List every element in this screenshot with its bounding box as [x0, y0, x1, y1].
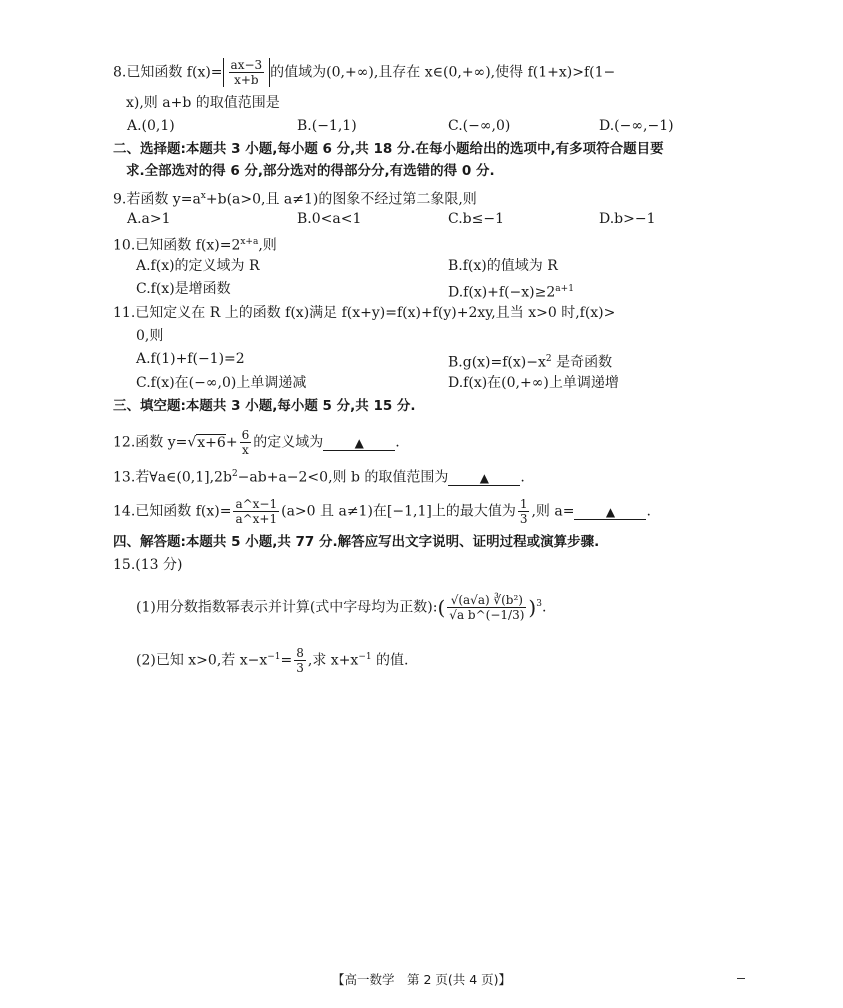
q10-option-c: C.f(x)是增函数 — [136, 281, 231, 297]
abs-expression — [223, 58, 271, 87]
q10-option-a: A.f(x)的定义域为 R — [136, 258, 260, 274]
q13-line: 13.若$\forall a\in(0,1],2b^2-ab+a-2<0$,则 b 的取值范围为 ▲ . — [113, 469, 525, 486]
q11-line2: 0,则 — [136, 328, 164, 344]
q11-line1: 11.已知定义在 R 上的函数 f(x)满足 f(x+y)=f(x)+f(y)+2xy,且当 x>0 时,f(x)> — [113, 305, 616, 321]
q9-option-a: A.a>1 — [127, 211, 171, 227]
q10-option-b: B.f(x)的值域为 R — [448, 258, 558, 274]
q15-head: 15.(13 分) — [113, 557, 183, 573]
q9-stem: 9.若函数 $y=a^x+b(a>0$,且 a≠1)的图象不经过第二象限,则 — [113, 191, 477, 208]
section-2-line2: 求.全部选对的得 6 分,部分选对的得部分分,有选错的得 0 分. — [126, 163, 495, 179]
page-footer: 【高一数学 第 2 页(共 4 页)】 — [331, 972, 512, 987]
q9-option-c: C.b≤−1 — [448, 211, 504, 227]
corner-mark — [737, 978, 745, 979]
q14-line: 14.已知函数 f(x)= $\frac{a\^{}x-1}{a\^{}x+1}$ (a>0 且 a≠1)在[−1,1]上的最大值为 $\frac{1}{3}$ ,则 a= ▲ . — [113, 497, 651, 526]
q12-line: 12.函数 y=√x+6+ $\frac{6}{x}$ 的定义域为 ▲ . — [113, 428, 400, 457]
q10-option-d: $D.f(x)+f(-x)\ge 2^{a+1}$ — [448, 284, 574, 301]
q10-stem: 10.已知函数 $f(x)=2^{x+a}$,则 — [113, 237, 277, 254]
section-3-heading: 三、填空题:本题共 3 小题,每小题 5 分,共 15 分. — [113, 398, 416, 414]
q8-fraction: $\frac{ax-3}{x+b}$ — [230, 58, 263, 87]
q15-radical-fraction: $\frac{\text{√(a√a) ∛(b²)}}{\text{√a b\textasciicircum{}(−1/3)}}$ — [449, 593, 525, 622]
q15-part1: (1)用分数指数幂表示并计算(式中字母均为正数):( $\frac{\text{√(a√a) ∛(b²)}}{\text{√a b\textasciicircum{}(−1/3)}}$ )$^3$. — [136, 593, 547, 622]
q11-option-a: A.f(1)+f(−1)=2 — [136, 351, 245, 367]
q9-option-d: D.b>−1 — [599, 211, 656, 227]
q8-line2: x),则 a+b 的取值范围是 — [126, 95, 280, 111]
section-4-heading: 四、解答题:本题共 5 小题,共 77 分.解答应写出文字说明、证明过程或演算步骤. — [113, 534, 600, 550]
section-2-line1: 二、选择题:本题共 3 小题,每小题 6 分,共 18 分.在每小题给出的选项中,有多项符合题目要 — [113, 141, 664, 157]
q11-option-d: D.f(x)在(0,+∞)上单调递增 — [448, 375, 619, 391]
q14-fraction: $\frac{a\^{}x-1}{a\^{}x+1}$ — [235, 497, 278, 526]
q11-option-b: $B.g(x)=f(x)-x^2$ 是奇函数 — [448, 354, 613, 371]
q15-value-fraction: $\frac{8}{3}$ — [296, 646, 304, 675]
q14-max-fraction: $\frac{1}{3}$ — [519, 497, 528, 526]
answer-blank: ▲ — [448, 471, 520, 486]
q8-option-a: A.(0,1) — [127, 118, 175, 134]
q8-option-c: C.(−∞,0) — [448, 118, 511, 134]
answer-blank: ▲ — [574, 505, 646, 520]
q8-option-b: B.(−1,1) — [297, 118, 357, 134]
q11-option-c: C.f(x)在(−∞,0)上单调递减 — [136, 375, 307, 391]
q8-option-d: D.(−∞,−1) — [599, 118, 674, 134]
q12-fraction: $\frac{6}{x}$ — [241, 428, 250, 457]
q8-line1: 8.已知函数 f(x)= $\frac{ax-3}{x+b}$ 的值域为(0,+∞),且存在 x∈(0,+∞),使得 f(1+x)>f(1− — [113, 58, 616, 87]
answer-blank: ▲ — [323, 436, 395, 451]
q15-part2: (2)已知 x>0,若 $x-x^{-1}=$ $\frac{8}{3}$ ,求 $x+x^{-1}$ 的值. — [136, 646, 409, 675]
q9-option-b: B.0<a<1 — [297, 211, 362, 227]
